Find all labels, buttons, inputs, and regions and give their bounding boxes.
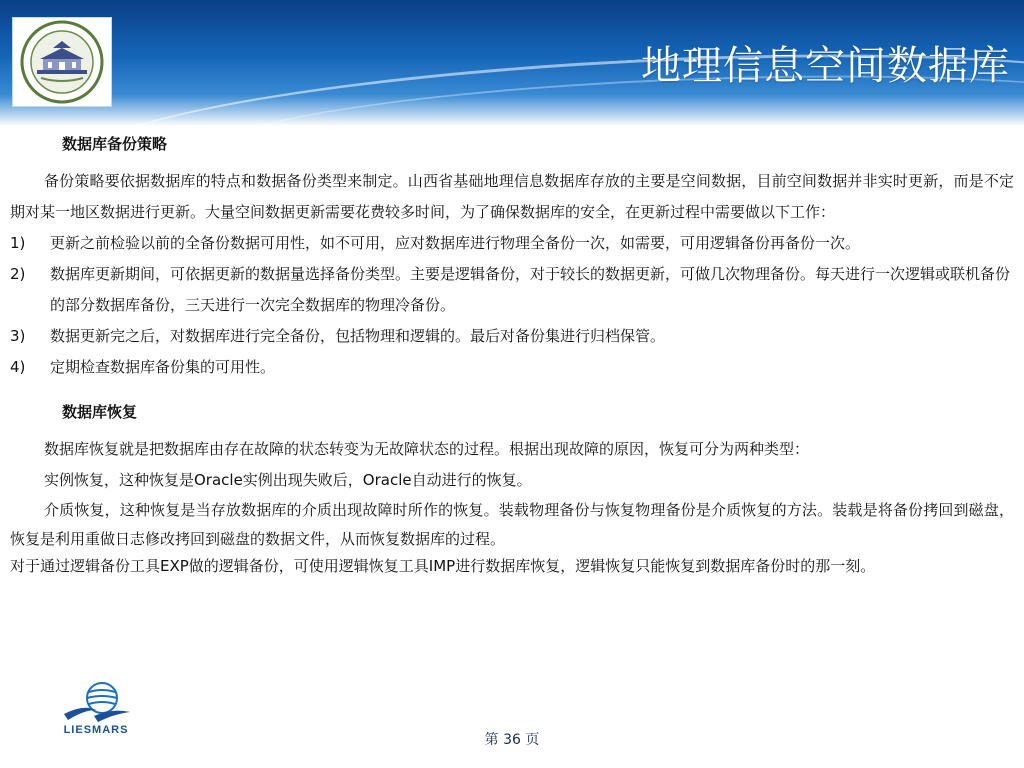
list-item bbox=[10, 352, 1014, 383]
university-emblem bbox=[12, 17, 112, 107]
list-number: 4) bbox=[10, 358, 26, 376]
list-item bbox=[10, 259, 1014, 321]
logical-recovery-paragraph: 对于通过逻辑备份工具EXP做的逻辑备份，可使用逻辑恢复工具IMP进行数据库恢复，逻辑恢复只能恢复到数据库备份时的那一刻。 bbox=[10, 557, 876, 575]
page-title: 地理信息空间数据库 bbox=[641, 43, 1010, 89]
list-text: 数据库更新期间，可依据更新的数据量选择备份类型。主要是逻辑备份，对于较长的数据更新，可做几次物理备份。每天进行一次逻辑或联机备份的部分数据库备份，三天进行一次完全数据库的物理冷备份。 bbox=[50, 265, 1011, 314]
emblem-icon bbox=[13, 18, 111, 106]
instance-recovery-paragraph: 实例恢复，这种恢复是Oracle实例出现失败后，Oracle自动进行的恢复。 bbox=[44, 471, 532, 489]
list-text: 更新之前检验以前的全备份数据可用性，如不可用，应对数据库进行物理全备份一次，如需要，可用逻辑备份再备份一次。 bbox=[50, 234, 861, 252]
list-text: 数据更新完之后，对数据库进行完全备份，包括物理和逻辑的。最后对备份集进行归档保管。 bbox=[50, 327, 666, 345]
list-item bbox=[10, 321, 1014, 352]
header-banner bbox=[0, 0, 1024, 126]
brand-name: LIESMARS bbox=[63, 724, 129, 736]
media-recovery-paragraph: 介质恢复，这种恢复是当存放数据库的介质出现故障时所作的恢复。装载物理备份与恢复物理备份是介质恢复的方法。装载是将备份拷回到磁盘，恢复是利用重做日志修改拷回到磁盘的数据文件，从而恢复数据库的过程。 bbox=[10, 501, 1014, 548]
list-number: 2) bbox=[10, 265, 26, 283]
globe-logo-icon bbox=[54, 680, 138, 726]
backup-intro-paragraph: 备份策略要依据数据库的特点和数据备份类型来制定。山西省基础地理信息数据库存放的主要是空间数据，目前空间数据并非实时更新，而是不定期对某一地区数据进行更新。大量空间数据更新需要花费较多时间，为了确保数据库的安全，在更新过程中需要做以下工作： bbox=[10, 172, 1014, 221]
page-number: 第 36 页 bbox=[484, 732, 540, 748]
section-heading-backup: 数据库备份策略 bbox=[62, 135, 168, 153]
main-content bbox=[10, 126, 1014, 578]
list-number: 1) bbox=[10, 234, 26, 252]
list-text: 定期检查数据库备份集的可用性。 bbox=[50, 358, 276, 376]
recovery-paragraph: 数据库恢复就是把数据库由存在故障的状态转变为无故障状态的过程。根据出现故障的原因，恢复可分为两种类型： bbox=[44, 440, 810, 458]
list-number: 3) bbox=[10, 327, 26, 345]
list-item bbox=[10, 228, 1014, 259]
section-heading-recovery: 数据库恢复 bbox=[62, 403, 138, 421]
